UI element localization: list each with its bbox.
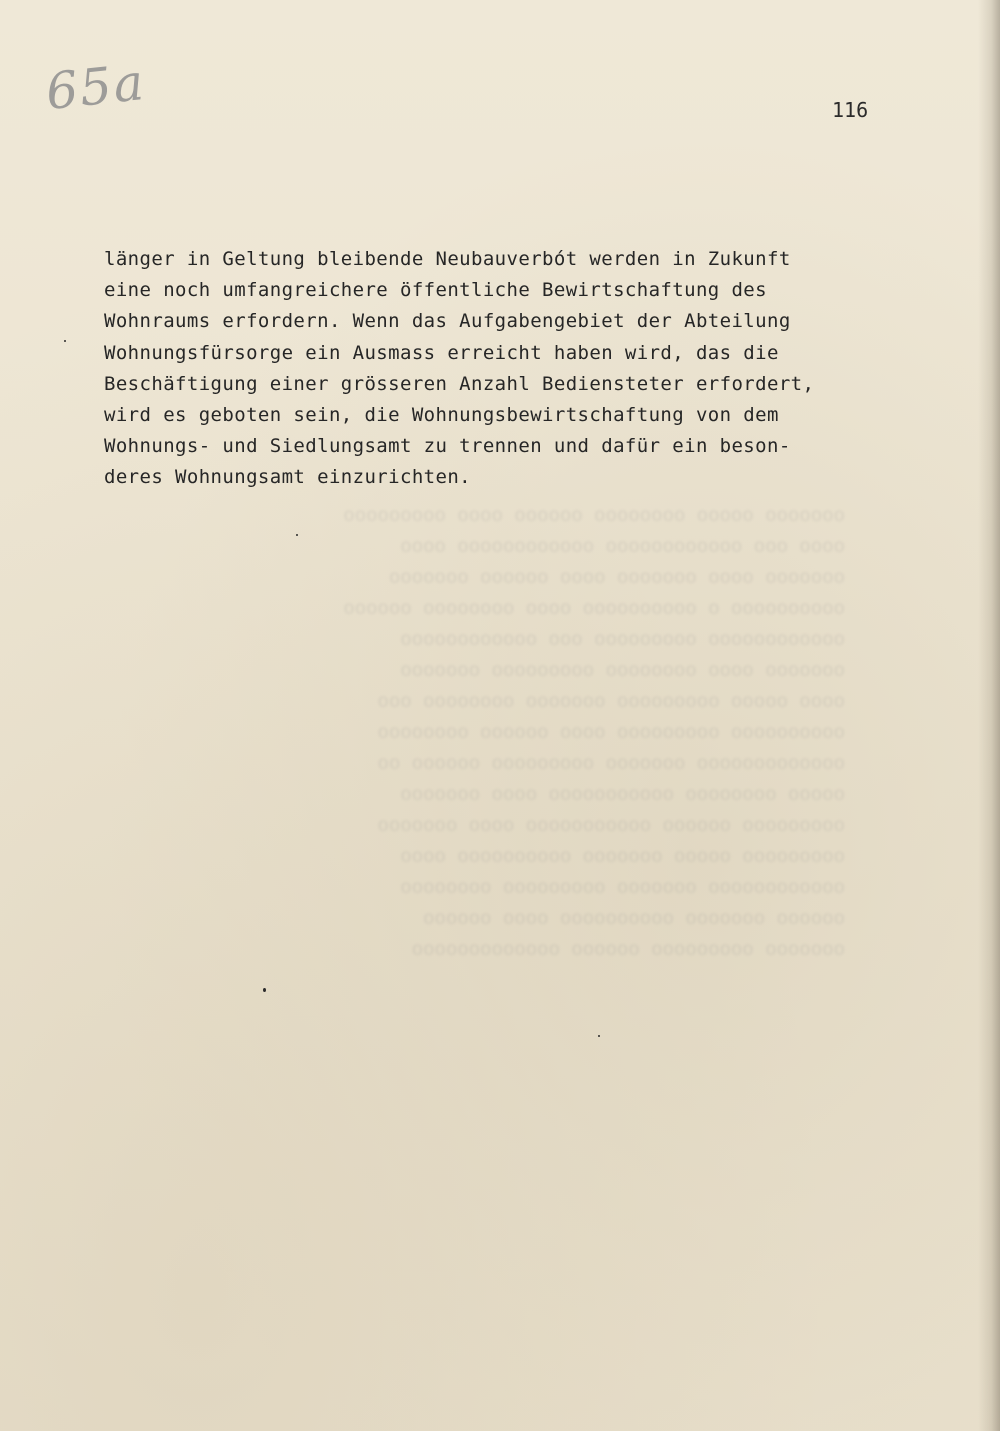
handwritten-page-mark: 65a <box>43 52 149 122</box>
text-line: deres Wohnungsamt einzurichten. <box>104 466 472 489</box>
body-text <box>104 244 864 494</box>
bleed-through-shadow: ooooooo ooooo oooooooo oooooo oooo ooooooooo oooo ooo oooooooooooo oooooooooooo oooo ooooooo oooo ooooooo oooo oooooo ooooooo oooooooooo o oooooooooo oooo oooooooo oooooo oooooooooooo ooooooooo ooo oooooooooooo ooooooo oooo oooooooo ooooooooo ooooooo oooo ooooo ooooooooo ooooooo oooooooo ooo oooooooooo ooooooooo oooo oooooo oooooooo ooooooooooooo ooooooo ooooooooo oooooo oo ooooo oooooooo ooooooooooo oooo ooooooo ooooooooo oooooo ooooooooooo oooo ooooooo ooooooooo ooooo ooooooo oooooooooo oooo oooooooooooo ooooooo ooooooooo oooooooo oooooo ooooooo oooooooooo oooo oooooo ooooooo ooooooooo oooooo ooooooooooooo <box>343 505 845 961</box>
text-line: Wohnraums erfordern. Wenn das Aufgabengebiet der Abteilung <box>104 310 791 333</box>
ink-speck <box>64 340 66 342</box>
text-line: Beschäftigung einer grösseren Anzahl Bediensteter erfordert, <box>104 372 815 395</box>
text-line: Wohnungs- und Siedlungsamt zu trennen und dafür ein beson- <box>104 435 791 458</box>
text-line: wird es geboten sein, die Wohnungsbewirtschaftung von dem <box>104 404 779 427</box>
page-number: 116 <box>832 98 869 122</box>
ink-speck <box>263 988 266 992</box>
ink-speck <box>296 534 298 536</box>
paper-edge-shadow <box>978 0 1000 1431</box>
text-line: Wohnungsfürsorge ein Ausmass erreicht haben wird, das die <box>104 341 779 364</box>
text-line: länger in Geltung bleibende Neubauverbót werden in Zukunft <box>104 248 791 270</box>
ink-speck <box>598 1035 600 1037</box>
text-line: eine noch umfangreichere öffentliche Bewirtschaftung des <box>104 279 767 302</box>
